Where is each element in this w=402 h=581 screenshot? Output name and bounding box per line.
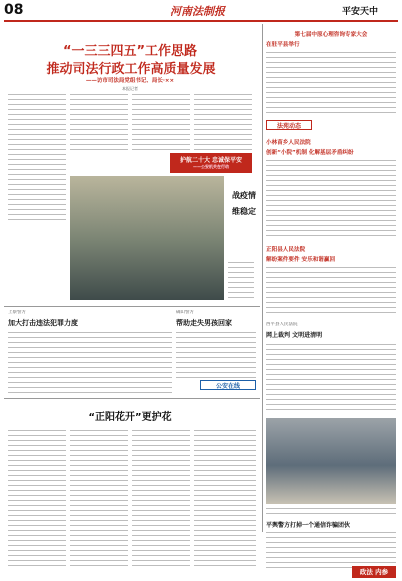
- banner-line2: ——公安机关在行动: [193, 164, 229, 169]
- masthead-rule: [4, 20, 398, 22]
- bottom-left-col3: [132, 428, 190, 568]
- right-top-title: 第七届中原心理咨询专家大会: [294, 32, 368, 38]
- bottom-right-title: 平舆警方打掉一个通信诈骗团伙: [266, 522, 351, 529]
- bottom-divider: [4, 398, 260, 399]
- bottom-left-col4: [194, 428, 256, 568]
- police-team-photo: [266, 418, 396, 504]
- lead-photo: [70, 176, 224, 300]
- newspaper-logo: 河南法制报: [170, 5, 225, 18]
- section-title: 平安天中: [342, 7, 379, 17]
- mid-mid-body: [176, 330, 256, 378]
- law-section-label: 法苑动态: [276, 123, 301, 130]
- lead-title-line1: “一三三四五”工作思路: [62, 44, 198, 59]
- mid-left-body: [8, 330, 172, 394]
- bottom-left-col2: [70, 428, 128, 568]
- lead-body-col1: [8, 92, 66, 224]
- right-top-body: [266, 50, 396, 116]
- right-headline3-l1: 正阳县人民法院: [266, 247, 306, 253]
- right-headline2-l2: 创新“小院”机制 化解基层矛盾纠纷: [266, 150, 354, 156]
- lead-byline: 本报记者: [122, 86, 138, 91]
- footer-logo-text: 政法 内参: [359, 568, 389, 576]
- lead-subtitle: ——访市司法局党组书记、局长·××: [85, 78, 175, 84]
- right-body4: [266, 342, 396, 414]
- photo-side-title-2: 维稳定: [232, 207, 256, 216]
- right-body2: [266, 158, 396, 238]
- mid-mid-title: 帮助走失男孩回家: [176, 319, 232, 327]
- right-headline4-l1: 西平县人民法院: [266, 322, 298, 327]
- mid-left-label: 上蔡警方: [8, 310, 26, 315]
- lead-body-col3: [132, 92, 190, 152]
- banner-line1: 护航二十大 忠诚保平安: [179, 157, 243, 164]
- photo-side-title-1: 战疫情: [232, 191, 256, 200]
- lead-title-line2: 推动司法行政工作高质量发展: [46, 62, 216, 77]
- right-headline4-l2: 网上裁判 文明进清明: [266, 332, 323, 339]
- mid-divider: [4, 306, 260, 307]
- mid-mid-label: 确山警方: [176, 310, 194, 315]
- page-number: 08: [4, 2, 24, 18]
- police-section-label: 公安在线: [215, 383, 240, 390]
- bottom-right-body: [266, 530, 396, 568]
- right-body3: [266, 265, 396, 317]
- bottom-left-title: “正阳花开”更护花: [88, 412, 172, 423]
- lead-body-col2: [70, 92, 128, 152]
- right-headline2-l1: 小林苗乡人民法院: [266, 140, 311, 146]
- lead-body-col4: [194, 92, 252, 152]
- right-headline3-l2: 解纷案件要件 安乐和谐赢回: [266, 257, 336, 263]
- photo-side-caption: [228, 260, 254, 300]
- bottom-left-col1: [8, 428, 66, 568]
- mid-left-title: 加大打击违法犯罪力度: [8, 319, 78, 327]
- right-top-subtitle: 在驻平县举行: [266, 42, 300, 48]
- right-col-divider: [262, 24, 263, 532]
- police-photo-caption: [266, 506, 396, 516]
